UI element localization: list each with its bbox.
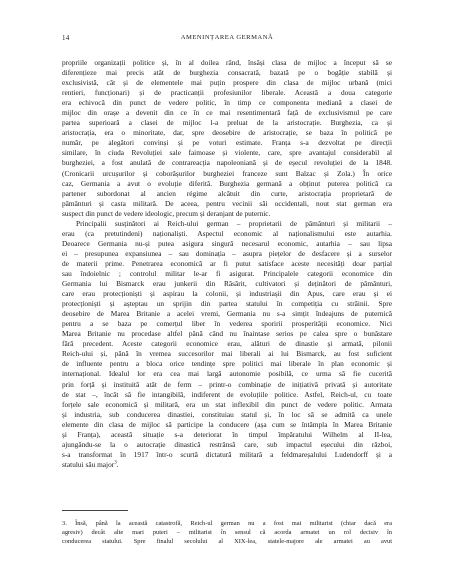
text-line xyxy=(62,138,392,148)
text-line xyxy=(62,450,392,460)
text-line-tail: . xyxy=(116,459,119,469)
text-line xyxy=(62,349,392,359)
text-line xyxy=(62,380,392,390)
text-line-content: rentieri, funcționari) și de practicanții profesiunilor liberale. Această a doua categorie xyxy=(62,88,392,98)
running-header xyxy=(62,34,392,46)
text-line xyxy=(62,148,392,158)
text-line-content: era echivocă din punct de vedere politic, în timp ce componenta mediană a clasei de xyxy=(62,98,392,108)
text-line-content: ajungându-se la o autocrație dinastică restrânsă care, sub impactul eșecului din război, xyxy=(62,439,392,449)
text-line-content: burgheziei, a fost anulată de contrareacția napoleoniană și de eșecul revoluției de la 1848. xyxy=(62,158,392,168)
text-line xyxy=(62,209,392,219)
text-line xyxy=(62,309,392,319)
text-line-content: similare, în ciuda Revoluției sale faimoase și violente, care, spre avantajul considerabil al xyxy=(62,148,392,158)
text-line-content: suspect din punct de vedere ideologic, precum și deranjant de puternic. xyxy=(62,208,271,218)
text-line-content: diferențieze mai precis atât de burghezia consacrată, bazată pe o bogăție stabilă și xyxy=(62,68,392,78)
text-line-content: forțele sale economică și militară, era un stat inflexibil din punct de vedere politic. Armata xyxy=(62,399,392,409)
text-line-content: exclusivistă, cât și de elementele mai puțin prospere din clasa de mijloc urbană (mici xyxy=(62,78,392,88)
text-line xyxy=(62,279,392,289)
text-line-content: statului său major xyxy=(62,459,115,469)
text-line-content: elemente din clasa de mijloc să participe la conducere (așa cum se întâmpla în Marea Britanie xyxy=(62,419,392,429)
footnote-line: agresiv) decât alte mari puteri – militarist în sensul că acorda armatei un rol decisiv în xyxy=(62,529,392,537)
text-line-content: Marea Britanie nu procedase altfel până când nu înaintase serios pe calea spre o bunăstare xyxy=(62,329,392,339)
text-line xyxy=(62,239,392,249)
text-line-content: partea superioară a clasei de mijloc l-a preluat de la aristocrație. Burghezia, ca și xyxy=(62,118,392,128)
text-line-content: de influente pentru a bloca orice tendințe spre politici mai liberale în plan economic și xyxy=(62,359,392,369)
text-line-content: caz, Germania a avut o evoluție diferită. Burghezia germană a obținut puterea politică ca xyxy=(62,178,392,188)
footnote-line: 3. Însă, până la această catastrofă, Reich-ul german nu a fost mai militarist (chiar dacă era xyxy=(62,520,392,527)
text-line-content: propriile organizații politice și, în al doilea rând, însăși clasa de mijloc a început să se xyxy=(62,58,392,67)
text-line-content: mijloc din orașe a devenit din ce în ce mai resentimentară față de exclusivismul pe care xyxy=(62,108,392,118)
text-line-content: erau (ca pretutindeni) naționaliști. Aspectul economic al naționalismului este autarhia. xyxy=(62,228,392,238)
text-line xyxy=(62,269,392,279)
text-line-content: Germania lui Bismarck erau junkerii din Răsărit, cultivatori și deținători de pământuri, xyxy=(62,279,392,289)
text-line xyxy=(62,299,392,309)
text-line-content: deosebire de Marea Britanie a acelei vremi, Germania nu s-a simțit îndeajuns de puternică xyxy=(62,309,392,319)
text-line-content: internațional. Idealul lor era cea mai largă autonomie posibilă, ce urma să fie cucerită xyxy=(62,369,392,379)
footnote-divider xyxy=(62,510,128,511)
text-line xyxy=(62,249,392,259)
text-line-content: s-a transformat în 1917 într-o scurtă dictatură militară a feldmareșalului Ludendorff și a xyxy=(62,449,392,459)
text-line xyxy=(62,430,392,440)
text-line-content: și Franța), această situație s-a deteriorat în timpul împăratului Wilhelm al II-lea, xyxy=(62,429,392,439)
text-line-content: Deoarece Germania nu-și putea asigura singură necesarul economic, autarhia – sau lipsa xyxy=(62,238,392,248)
footnote-list xyxy=(62,519,392,547)
text-line xyxy=(62,199,392,209)
text-line xyxy=(62,420,392,430)
text-line xyxy=(62,329,392,339)
text-line-content: fără precedent. Aceste categorii economice erau, alături de dinastie și armată, pilonii xyxy=(62,339,392,349)
text-line-content: sau îndoielnic ; controlul militar le-ar fi asigurat. Principalele categorii economice din xyxy=(62,268,392,278)
text-line-content: și industria, sub conducerea dinastiei, constituiau statul și, în loc să se admită ca unele xyxy=(62,409,392,419)
text-line xyxy=(62,289,392,299)
text-line xyxy=(62,319,392,329)
running-title: AMENINȚAREA GERMANĂ xyxy=(180,34,274,41)
text-line xyxy=(62,108,392,118)
text-line xyxy=(62,98,392,108)
text-line xyxy=(62,339,392,349)
text-line xyxy=(62,410,392,420)
text-line-content: număr, pe alegători convinși și pe voturi estimate. Franța s-a dezvoltat pe direcții xyxy=(62,138,392,148)
body-text xyxy=(62,58,392,470)
text-line xyxy=(62,158,392,168)
text-line-content: (Cronicarii urcușurilor și coborâșurilor burgheziei franceze sunt Balzac și Zola.) În orice xyxy=(62,168,392,178)
text-line xyxy=(62,359,392,369)
footnote-line: conducerea statului. Spre finalul secolului al XIX-lea, statele-majore ale armatei au avut xyxy=(62,538,392,546)
text-line xyxy=(62,118,392,128)
text-line xyxy=(62,88,392,98)
text-line xyxy=(62,390,392,400)
text-line xyxy=(62,259,392,269)
text-line xyxy=(62,78,392,88)
text-line-content: care erau protecționiști și aspirau la colonii, și industriașii din Apus, care erau și ei xyxy=(62,289,392,299)
text-line-content: pentru a se baza pe comerțul liber în vederea sporirii prosperității economice. Nici xyxy=(62,319,392,329)
text-line-content: prin forță și instituită atât de ferm – printr-o combinație de inițiativă privată și autoritate xyxy=(62,379,392,389)
text-line xyxy=(62,189,392,199)
text-line xyxy=(62,179,392,189)
text-line xyxy=(62,68,392,78)
footnote-reference[interactable]: 3 xyxy=(114,460,117,466)
text-line xyxy=(62,369,392,379)
text-line-content: ei – presupunea expansiunea – sau dominația – asupra piețelor de desfacere și a surselor xyxy=(62,248,392,258)
text-line xyxy=(62,128,392,138)
text-line xyxy=(62,440,392,450)
text-line xyxy=(62,219,392,229)
text-line-content: de materii prime. Penetrarea economică ar fi putut satisface aceste necesități doar parțial xyxy=(62,258,392,268)
text-line xyxy=(62,229,392,239)
text-line xyxy=(62,169,392,179)
text-line xyxy=(62,58,392,68)
page-number: 14 xyxy=(62,34,70,42)
text-line-content: partener subordonat al ancien régime alcătuit din curte, aristocrația proprietară de xyxy=(62,188,392,198)
text-line-content: de stat –, încât să fie intangibilă, indiferent de evoluțiile politice. Astfel, Reich-ul, cu toate xyxy=(62,389,392,399)
text-line xyxy=(62,460,392,470)
text-line-content: Principalii susținători ai Reich-ului german – proprietarii de pământuri și militarii – xyxy=(76,218,392,228)
text-line-content: aristocrația, era o minoritate, dar, spre deosebire de aristocrație, se baza în politică pe xyxy=(62,128,392,138)
text-line-content: protecționiști și așteptau un sprijin din partea statului în competiția cu străinii. Spre xyxy=(62,299,392,309)
text-line-content: pământuri și casta militară. De aceea, pentru vecinii săi occidentali, nout stat german era xyxy=(62,198,392,208)
text-line xyxy=(62,400,392,410)
footnote-area xyxy=(62,510,392,547)
text-line-content: Reich-ului și, până în vremea succesorilor mai liberali ai lui Bismarck, au fost suficient xyxy=(62,349,392,359)
